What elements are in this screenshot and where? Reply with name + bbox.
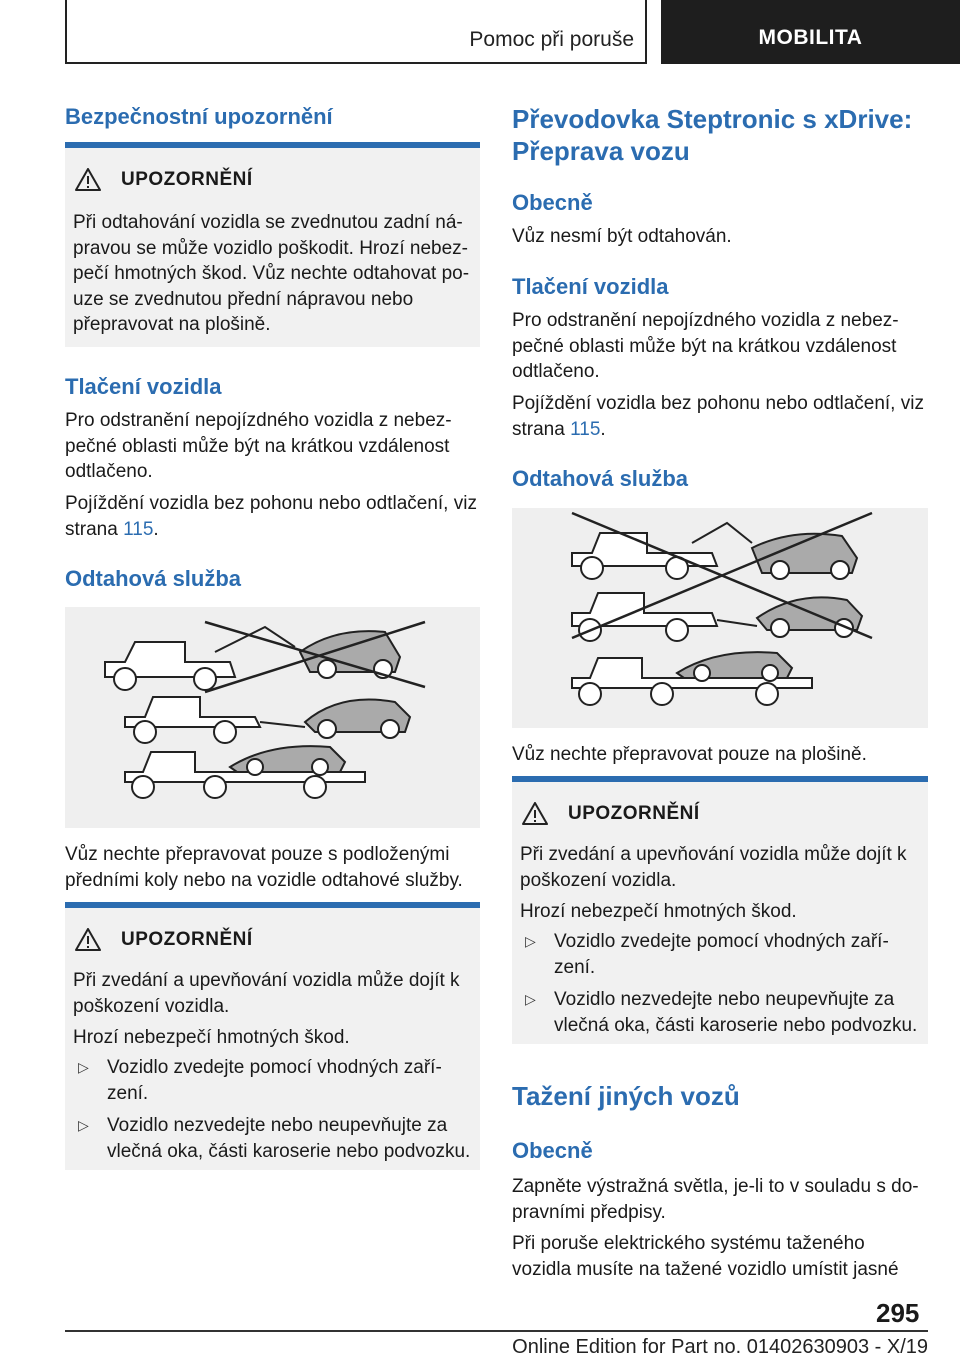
warning-label: UPOZORNĚNÍ (121, 168, 253, 190)
push-ref-line-2 (512, 417, 606, 443)
push-ref-line-2 (65, 517, 159, 543)
tow-service-heading: Odtahová služba (65, 566, 242, 591)
bullet-text: vlečná oka, části karoserie nebo podvozku. (554, 1014, 918, 1036)
bullet-text: Vozidlo nezvedejte nebo neupevňujte za (554, 989, 895, 1010)
footer-edition-text: Online Edition for Part no. 01402630903 - X/19 (512, 1336, 928, 1358)
page-link-115[interactable]: 115 (570, 418, 601, 440)
tow-trucks-illustration (65, 607, 480, 828)
push-text-line: pečné oblasti může být na krátkou vzdálenost (512, 335, 897, 357)
tow-caption-line: Vůz nechte přepravovat pouze s podloženými (65, 844, 450, 865)
bullet-triangle-icon: ▷ (78, 1059, 89, 1075)
header-chapter-tab: MOBILITA (661, 0, 960, 64)
ref-suffix: . (153, 518, 159, 540)
safety-notes-heading: Bezpečnostní upozornění (65, 104, 333, 129)
bullet-triangle-icon: ▷ (525, 991, 536, 1007)
push-ref-line: Pojíždění vozidla bez pohonu nebo odtlačení, viz (512, 393, 924, 414)
push-text-line: odtlačeno. (65, 461, 153, 482)
warning-label: UPOZORNĚNÍ (568, 802, 700, 824)
bullet-text: vlečná oka, části karoserie nebo podvozku. (107, 1140, 471, 1162)
warning-triangle-icon (75, 168, 101, 191)
push-vehicle-heading: Tlačení vozidla (65, 374, 222, 399)
warning-box-towing (65, 142, 480, 347)
general2-text-line: pravními předpisy. (512, 1201, 666, 1223)
push-vehicle-heading: Tlačení vozidla (512, 274, 669, 299)
bullet-triangle-icon: ▷ (525, 933, 536, 949)
warning-header (522, 802, 700, 825)
warning-bullet (73, 1113, 474, 1164)
warning-text-line: Při zvedání a upevňování vozidla může dojít k (520, 844, 907, 865)
warning-text-line: Při zvedání a upevňování vozidla může dojít k (73, 970, 460, 991)
section-title-line: Přeprava vozu (512, 136, 690, 166)
general-text: Vůz nesmí být odtahován. (512, 226, 732, 247)
warning-box-lifting (65, 902, 480, 1170)
warning-text-line: Hrozí nebezpečí hmotných škod. (73, 1027, 350, 1048)
general2-text-line: Při poruše elektrického systému taženého (512, 1233, 865, 1254)
footer-divider (65, 1330, 928, 1332)
push-ref-line: Pojíždění vozidla bez pohonu nebo odtlačení, viz (65, 493, 477, 514)
warning-header (75, 168, 253, 191)
bullet-text: Vozidlo nezvedejte nebo neupevňujte za (107, 1115, 448, 1136)
warning-bullet (520, 929, 922, 980)
general-heading-2: Obecně (512, 1138, 593, 1163)
ref-prefix: strana (65, 518, 124, 540)
warning-text-line: Při odtahování vozidla se zvednutou zadní ná- (73, 212, 463, 233)
warning-label: UPOZORNĚNÍ (121, 928, 253, 950)
warning-header (75, 928, 253, 951)
push-text-line: Pro odstranění nepojízdného vozidla z nebez- (65, 410, 452, 431)
bullet-text: Vozidlo zvedejte pomocí vhodných zaří- (554, 931, 889, 952)
warning-bullet (520, 987, 922, 1038)
warning-triangle-icon (75, 928, 101, 951)
towing-other-vehicles-heading: Tažení jiných vozů (512, 1081, 740, 1111)
warning-text-line: poškození vozidla. (520, 869, 677, 891)
warning-text-line: pravou se může vozidlo poškodit. Hrozí nebez- (73, 237, 468, 259)
section-title-line: Převodovka Steptronic s xDrive: (512, 104, 913, 134)
warning-text-line: přepravovat na plošině. (73, 314, 271, 335)
general-heading: Obecně (512, 190, 593, 215)
tow-caption: Vůz nechte přepravovat pouze na plošině. (512, 744, 867, 765)
bullet-triangle-icon: ▷ (78, 1117, 89, 1133)
tow-trucks-illustration (512, 508, 928, 728)
towing-illustration-right (512, 508, 928, 728)
tow-service-heading: Odtahová služba (512, 466, 689, 491)
ref-prefix: strana (512, 418, 571, 440)
general2-text-line: Zapněte výstražná světla, je-li to v souladu s do- (512, 1176, 919, 1197)
warning-triangle-icon (522, 802, 548, 825)
general2-text-line: vozidla musíte na tažené vozidlo umístit jasné (512, 1258, 899, 1280)
ref-suffix: . (600, 418, 606, 440)
header-section-title: Pomoc při poruše (469, 28, 634, 51)
bullet-text: zení. (554, 956, 596, 978)
page-link-115[interactable]: 115 (123, 518, 154, 540)
push-text-line: Pro odstranění nepojízdného vozidla z nebez- (512, 310, 899, 331)
warning-text-line: poškození vozidla. (73, 995, 230, 1017)
bullet-text: Vozidlo zvedejte pomocí vhodných zaří- (107, 1057, 442, 1078)
warning-bullet (73, 1055, 474, 1106)
towing-illustration-left (65, 607, 480, 828)
warning-text-line: Hrozí nebezpečí hmotných škod. (520, 901, 797, 922)
tow-caption-line: předními koly nebo na vozidle odtahové služby. (65, 869, 463, 891)
page-number: 295 (876, 1298, 920, 1328)
warning-text-line: uze se zvednutou přední nápravou nebo (73, 288, 414, 310)
push-text-line: odtlačeno. (512, 361, 600, 382)
warning-text-line: pečí hmotných škod. Vůz nechte odtahovat po- (73, 263, 470, 284)
warning-box-lifting (512, 776, 928, 1044)
push-text-line: pečné oblasti může být na krátkou vzdálenost (65, 435, 450, 457)
bullet-text: zení. (107, 1082, 149, 1104)
